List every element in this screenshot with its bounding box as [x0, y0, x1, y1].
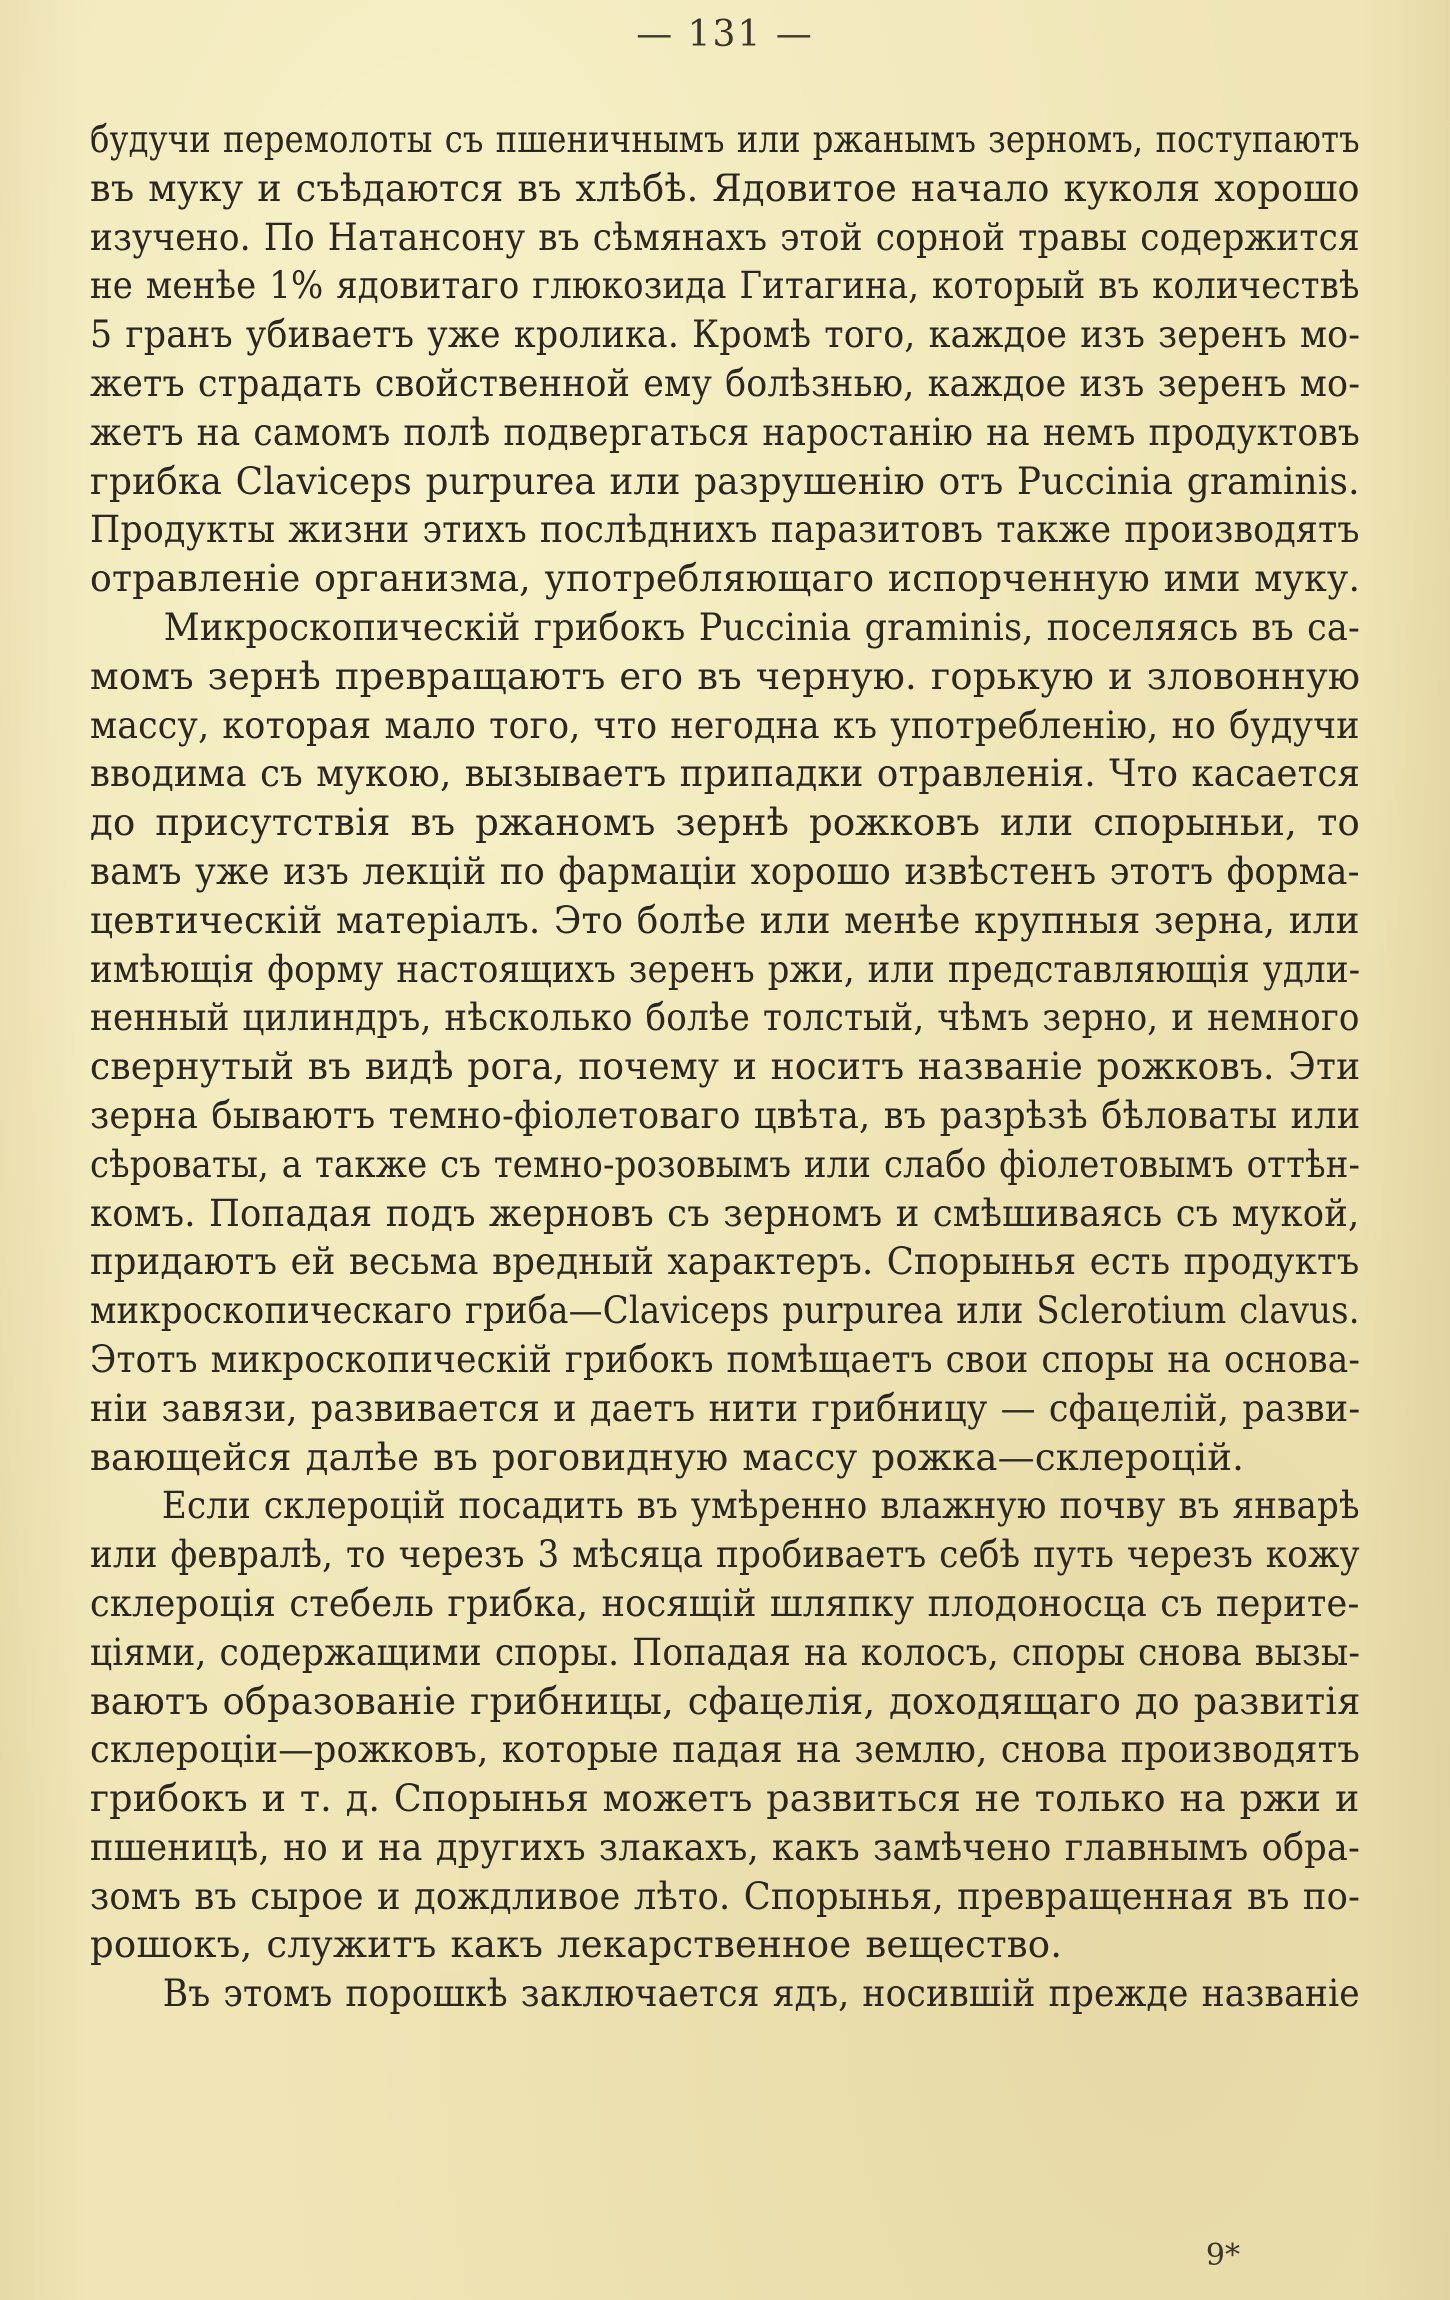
- page-number: — 131 —: [636, 14, 814, 55]
- text-line: сѣроваты, а также съ темно-розовымъ или слабо фіолетовымъ оттѣн-: [90, 1142, 1361, 1186]
- signature-mark: 9*: [1205, 2238, 1240, 2273]
- text-line: склероціи—рожковъ, которые падая на землю, снова производятъ: [90, 1728, 1361, 1772]
- text-line: вамъ уже изъ лекцій по фармаціи хорошо извѣстенъ этотъ форма-: [90, 849, 1360, 893]
- text-line: въ муку и съѣдаются въ хлѣбѣ. Ядовитое начало куколя хорошо: [90, 166, 1360, 210]
- text-line: рошокъ, служитъ какъ лекарственное вещество.: [90, 1923, 1063, 1967]
- text-line: не менѣе 1% ядовитаго глюкозида Гитагина, который въ количествѣ: [90, 264, 1360, 308]
- text-line: ненный цилиндръ, нѣсколько болѣе толстый, чѣмъ зерно, и немного: [90, 996, 1360, 1040]
- text-line: микроскопическаго гриба—Claviceps purpurea или Sclerotium clavus.: [90, 1289, 1360, 1333]
- text-line: свернутый въ видѣ рога, почему и носитъ названіе рожковъ. Эти: [90, 1045, 1361, 1089]
- text-line: изучено. По Натансону въ сѣмянахъ этой сорной травы содержится: [90, 215, 1360, 259]
- text-line: ваютъ образованіе грибницы, сфацелія, доходящаго до развитія: [90, 1679, 1361, 1723]
- text-line: 5 гранъ убиваетъ уже кролика. Кромѣ того, каждое изъ зеренъ мо-: [90, 313, 1361, 357]
- text-line: будучи перемолоты съ пшеничнымъ или ржанымъ зерномъ, поступаютъ: [90, 118, 1360, 161]
- text-line: придаютъ ей весьма вредный характеръ. Спорынья есть продуктъ: [90, 1240, 1360, 1284]
- text-line: имѣющія форму настоящихъ зеренъ ржи, или представляющія удли-: [90, 947, 1361, 991]
- text-line: ціями, содержащими споры. Попадая на колосъ, споры снова вызы-: [90, 1630, 1361, 1674]
- text-line: пшеницѣ, но и на другихъ злакахъ, какъ замѣчено главнымъ обра-: [90, 1825, 1361, 1869]
- text-line: Продукты жизни этихъ послѣднихъ паразитовъ также производятъ: [90, 508, 1360, 552]
- text-line: или февралѣ, то черезъ 3 мѣсяца пробиваетъ себѣ путь черезъ кожу: [90, 1533, 1360, 1577]
- text-line: вающейся далѣе въ роговидную массу рожка—склероцій.: [90, 1435, 1245, 1479]
- text-line: грибокъ и т. д. Спорынья можетъ развиться не только на ржи и: [90, 1777, 1360, 1821]
- text-line: массу, которая мало того, что негодна къ употребленію, но будучи: [90, 703, 1360, 747]
- text-line: Микроскопическій грибокъ Puccinia graminis, поселяясь въ са-: [163, 605, 1360, 649]
- text-line: ніи завязи, развивается и даетъ нити грибницу — сфацелій, разви-: [90, 1386, 1361, 1430]
- text-line: момъ зернѣ превращаютъ его въ черную. горькую и зловонную: [90, 654, 1361, 698]
- text-line: до присутствія въ ржаномъ зернѣ рожковъ или спорыньи, то: [90, 801, 1360, 845]
- text-line: комъ. Попадая подъ жерновъ съ зерномъ и смѣшиваясь съ мукой,: [90, 1191, 1360, 1235]
- text-line: Этотъ микроскопическій грибокъ помѣщаетъ свои споры на основа-: [90, 1337, 1361, 1381]
- body-text: [90, 116, 1360, 2019]
- text-line: склероція стебель грибка, носящій шляпку плодоносца съ перите-: [90, 1581, 1360, 1625]
- text-line: зерна бываютъ темно-фіолетоваго цвѣта, въ разрѣзѣ бѣловаты или: [90, 1093, 1361, 1137]
- text-line: вводима съ мукою, вызываетъ припадки отравленія. Что касается: [90, 752, 1361, 796]
- text-line: жетъ страдать свойственной ему болѣзнью, каждое изъ зеренъ мо-: [90, 361, 1361, 405]
- text-line: Въ этомъ порошкѣ заключается ядъ, носившій прежде названіе: [162, 1972, 1360, 2016]
- text-line: цевтическій матеріалъ. Это болѣе или менѣе крупныя зерна, или: [90, 898, 1360, 942]
- text-line: зомъ въ сырое и дождливое лѣто. Спорынья, превращенная въ по-: [90, 1874, 1361, 1918]
- text-line: отравленіе организма, употребляющаго испорченную ими муку.: [90, 557, 1361, 601]
- text-line: грибка Claviceps purpurea или разрушенію отъ Puccinia graminis.: [90, 459, 1360, 503]
- text-line: Если склероцій посадить въ умѣренно влажную почву въ январѣ: [161, 1484, 1360, 1528]
- text-line: жетъ на самомъ полѣ подвергаться наростанію на немъ продуктовъ: [90, 410, 1360, 454]
